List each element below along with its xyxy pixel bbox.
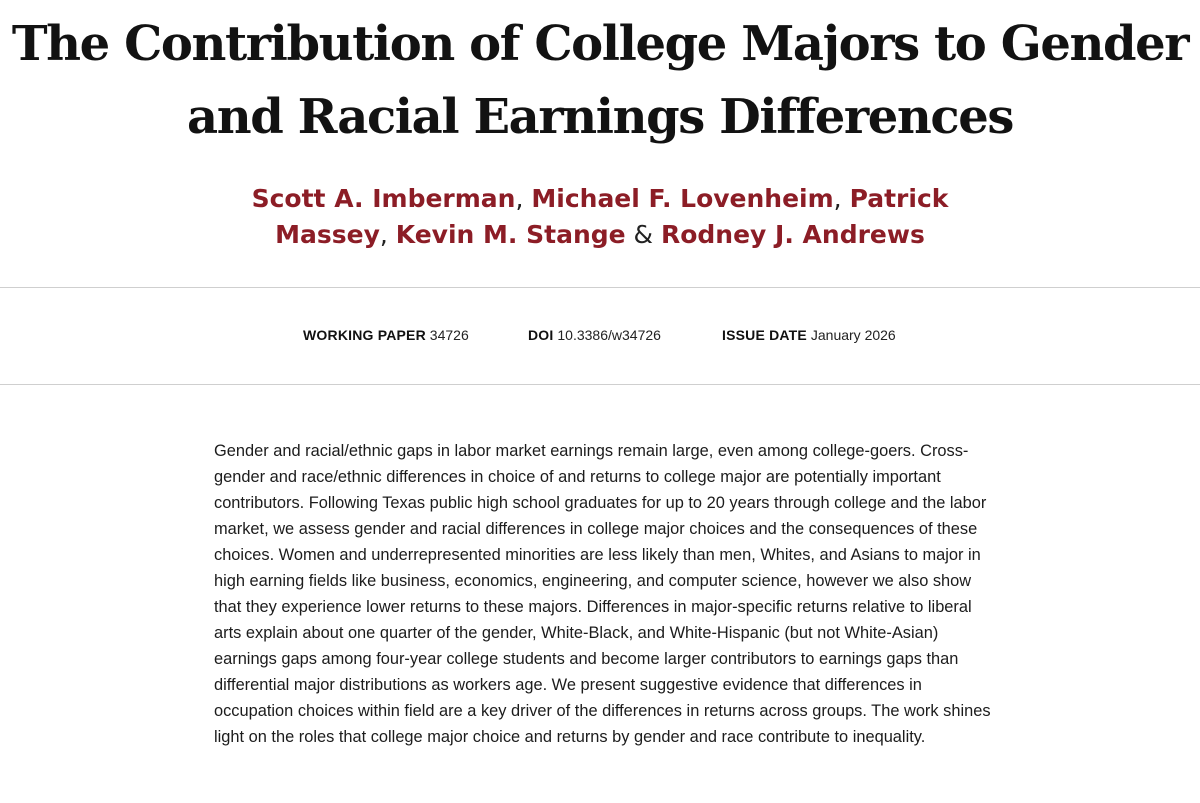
author-separator: & [625, 220, 661, 249]
doi-value[interactable]: 10.3386/w34726 [557, 327, 661, 343]
author-separator: , [833, 184, 850, 213]
issue-date-meta [722, 327, 896, 343]
author-link-stange[interactable]: Kevin M. Stange [395, 220, 626, 249]
author-link-lovenheim[interactable]: Michael F. Lovenheim [531, 184, 834, 213]
divider-bottom [0, 384, 1200, 385]
abstract-text: Gender and racial/ethnic gaps in labor market earnings remain large, even among college-goers. Cross-gender and race/ethnic differences in choice of and returns to college major are potentially important contributors. Following Texas public high school graduates for up to 20 years through college and the labor market, we assess gender and racial differences in college major choices and the consequences of these choices. Women and underrepresented minorities are less likely than men, Whites, and Asians to major in high earning fields like business, economics, engineering, and computer science, however we also show that they experience lower returns to these majors. Differences in major-specific returns relative to liberal arts explain about one quarter of the gender, White-Black, and White-Hispanic (but not White-Asian) earnings gaps among four-year college students and become larger contributors to earnings gaps than differential major distributions as workers age. We present suggestive evidence that differences in occupation choices within field are a key driver of the differences in returns across groups. The work shines light on the roles that college major choice and returns by gender and race contribute to inequality. [214, 442, 991, 746]
paper-metadata-row [0, 325, 1200, 347]
author-link-massey[interactable]: Patrick Massey [275, 184, 949, 249]
author-separator: , [379, 220, 396, 249]
working-paper-meta [303, 327, 469, 343]
issue-date-value: January 2026 [810, 327, 896, 343]
working-paper-label: WORKING PAPER [303, 327, 426, 343]
author-separator: , [515, 184, 532, 213]
issue-date-label: ISSUE DATE [722, 327, 807, 343]
author-list [250, 181, 950, 253]
author-link-andrews[interactable]: Rodney J. Andrews [660, 220, 925, 249]
divider-top [0, 287, 1200, 288]
working-paper-number: 34726 [429, 327, 469, 343]
page-title: The Contribution of College Majors to Gender and Racial Earnings Differences [11, 16, 1189, 145]
author-link-imberman[interactable]: Scott A. Imberman [251, 184, 516, 213]
doi-meta [528, 327, 661, 343]
doi-label: DOI [528, 327, 554, 343]
